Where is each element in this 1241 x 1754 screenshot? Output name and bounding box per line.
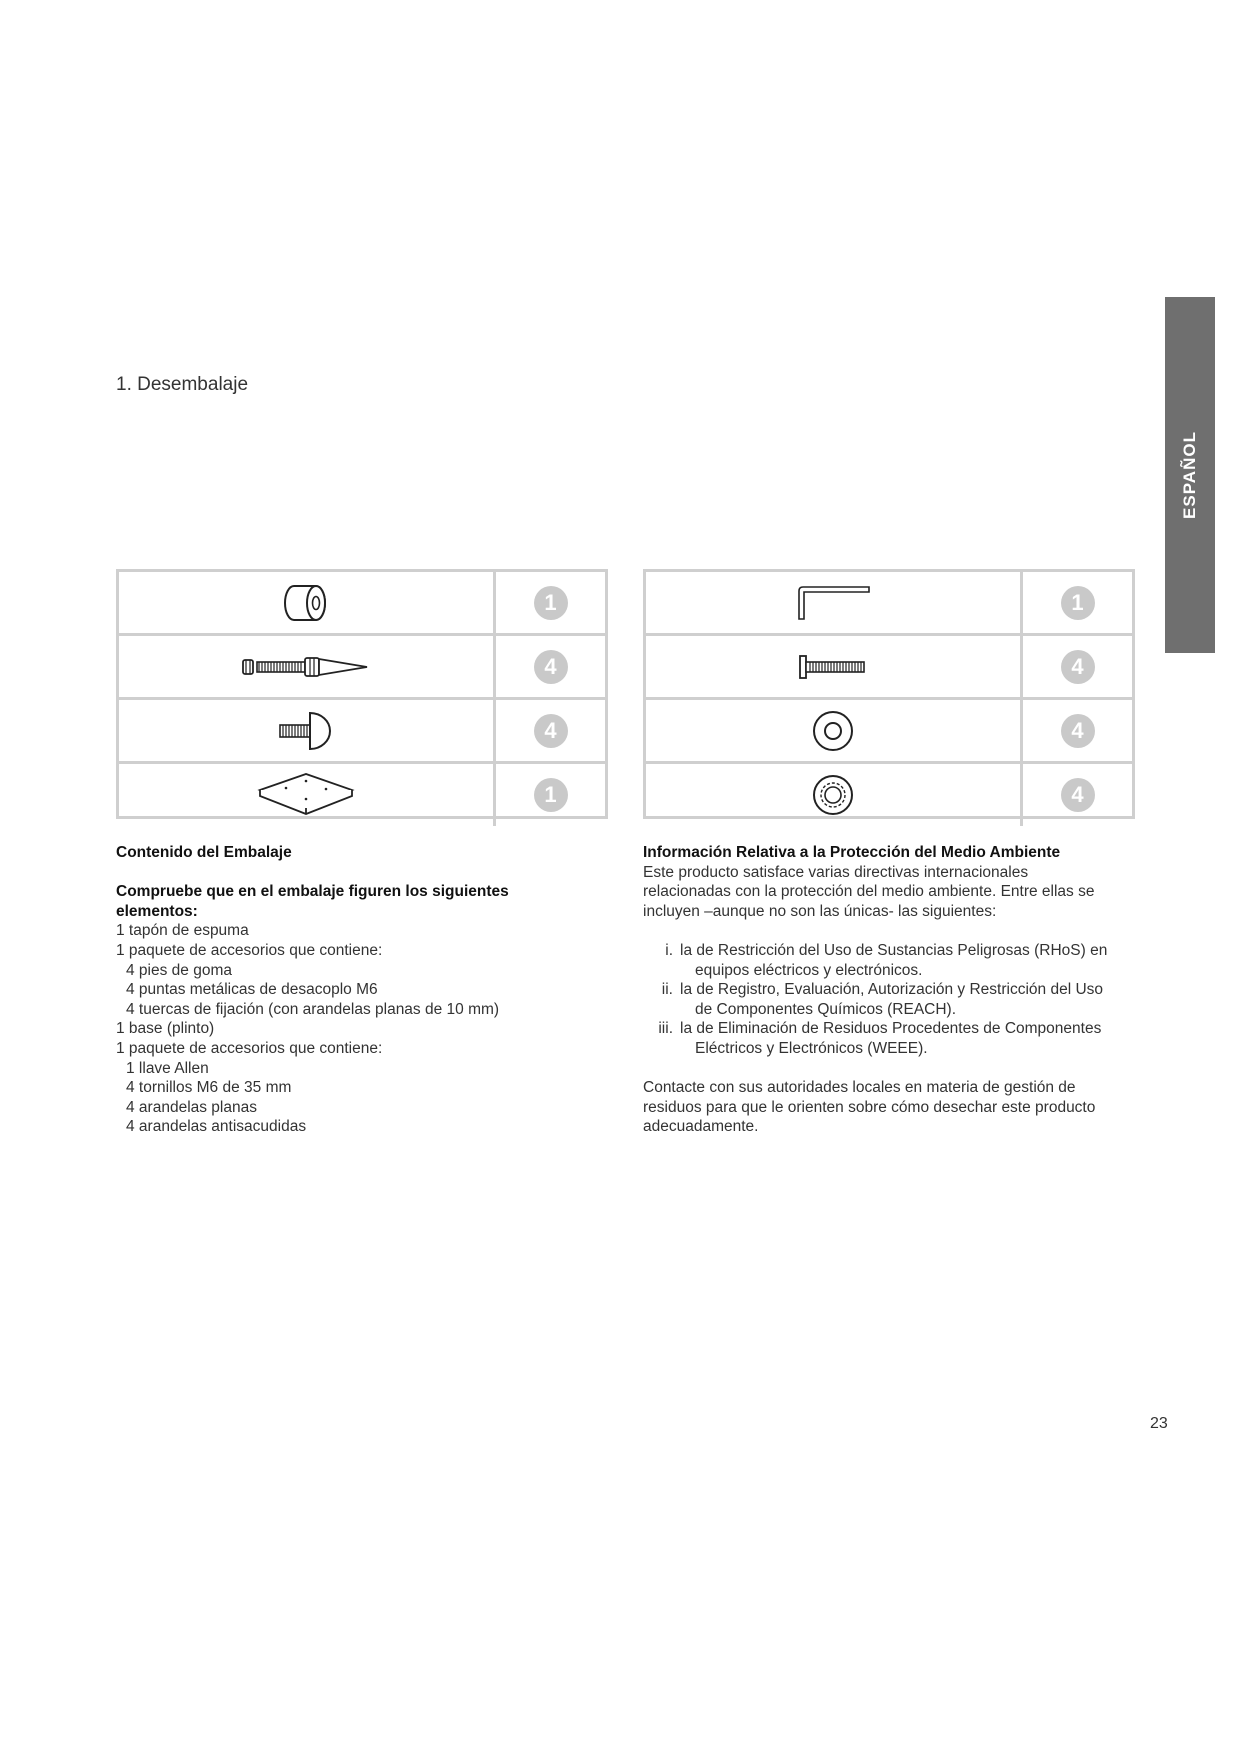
- contents-item: 4 arandelas planas: [126, 1098, 257, 1116]
- environment-closing-line: adecuadamente.: [643, 1118, 759, 1136]
- directive-text: la de Restricción del Uso de Sustancias Peligrosas (RHoS) en: [680, 941, 1108, 959]
- directive-number: iii.: [658, 1020, 673, 1038]
- part-qty-cell: [496, 700, 605, 761]
- quantity-badge: 4: [534, 650, 568, 684]
- environment-intro-line: incluyen –aunque no son las únicas- las siguientes:: [643, 902, 997, 920]
- quantity-badge: 4: [1061, 650, 1095, 684]
- part-icon-cell: [646, 572, 1023, 633]
- rubber-foot-icon: [276, 709, 336, 753]
- contents-item: 4 tuercas de fijación (con arandelas planas de 10 mm): [126, 1000, 500, 1018]
- allen-key-icon: [793, 583, 873, 623]
- directive-text: la de Eliminación de Residuos Procedentes de Componentes: [680, 1020, 1102, 1038]
- quantity-badge: 1: [534, 586, 568, 620]
- part-icon-cell: [646, 700, 1023, 761]
- directive-item: [643, 941, 1123, 980]
- contents-item: 4 pies de goma: [126, 961, 232, 979]
- directive-number: i.: [665, 941, 673, 959]
- contents-item: 4 tornillos M6 de 35 mm: [126, 1079, 292, 1097]
- quantity-badge: 1: [534, 778, 568, 812]
- base-plate-icon: [256, 770, 356, 820]
- quantity-badge: 4: [1061, 778, 1095, 812]
- bolt-icon: [798, 652, 868, 682]
- language-tab: [1165, 297, 1215, 653]
- part-row: [646, 572, 1132, 636]
- part-qty-cell: [1023, 572, 1132, 633]
- part-qty-cell: [1023, 636, 1132, 697]
- contents-subheading: Compruebe que en el embalaje figuren los siguientes elementos:: [116, 883, 509, 920]
- parts-table-left: [116, 569, 608, 819]
- part-icon-cell: [119, 700, 496, 761]
- directive-text: la de Registro, Evaluación, Autorización y Restricción del Uso: [680, 981, 1104, 999]
- environment-intro-line: Este producto satisface varias directivas internacionales: [643, 863, 1029, 881]
- contents-item: 1 tapón de espuma: [116, 922, 249, 940]
- environment-section: [643, 843, 1123, 1137]
- environment-closing-line: Contacte con sus autoridades locales en materia de gestión de: [643, 1079, 1076, 1097]
- directive-number: ii.: [661, 981, 673, 999]
- part-qty-cell: [496, 572, 605, 633]
- part-qty-cell: [1023, 764, 1132, 826]
- contents-item: 4 puntas metálicas de desacoplo M6: [126, 981, 378, 999]
- part-qty-cell: [496, 764, 605, 826]
- contents-item: 1 llave Allen: [126, 1059, 209, 1077]
- quantity-badge: 4: [1061, 714, 1095, 748]
- part-row: [646, 764, 1132, 826]
- part-icon-cell: [646, 764, 1023, 826]
- part-row: [646, 700, 1132, 764]
- spike-assembly-icon: [241, 652, 371, 682]
- part-qty-cell: [1023, 700, 1132, 761]
- directive-item: [643, 1019, 1123, 1058]
- environment-intro-line: relacionadas con la protección del medio ambiente. Entre ellas se: [643, 883, 1095, 901]
- directive-text: de Componentes Químicos (REACH).: [695, 1000, 957, 1018]
- package-contents-section: [116, 843, 586, 1137]
- directive-item: [643, 980, 1123, 1019]
- part-qty-cell: [496, 636, 605, 697]
- contents-item: 1 base (plinto): [116, 1020, 215, 1038]
- part-row: [119, 572, 605, 636]
- part-icon-cell: [119, 764, 496, 826]
- part-icon-cell: [119, 572, 496, 633]
- quantity-badge: 4: [534, 714, 568, 748]
- contents-item: 1 paquete de accesorios que contiene:: [116, 1039, 383, 1057]
- contents-item: 4 arandelas antisacudidas: [126, 1118, 307, 1136]
- part-icon-cell: [646, 636, 1023, 697]
- parts-table-right: [643, 569, 1135, 819]
- part-row: [646, 636, 1132, 700]
- environment-closing-line: residuos para que le orienten sobre cómo desechar este producto: [643, 1098, 1096, 1116]
- part-row: [119, 636, 605, 700]
- page-number: 23: [1150, 1415, 1168, 1432]
- environment-heading: Información Relativa a la Protección del Medio Ambiente: [643, 844, 1061, 861]
- foam-plug-icon: [276, 581, 336, 625]
- language-tab-label: ESPAÑOL: [1180, 431, 1199, 519]
- quantity-badge: 1: [1061, 586, 1095, 620]
- part-row: [119, 764, 605, 826]
- contents-item: 1 paquete de accesorios que contiene:: [116, 941, 383, 959]
- part-row: [119, 700, 605, 764]
- flat-washer-icon: [811, 709, 855, 753]
- part-icon-cell: [119, 636, 496, 697]
- directive-text: equipos eléctricos y electrónicos.: [695, 961, 923, 979]
- lock-washer-icon: [811, 773, 855, 817]
- directive-text: Eléctricos y Electrónicos (WEEE).: [695, 1039, 928, 1057]
- section-title: 1. Desembalaje: [116, 374, 249, 395]
- contents-heading: Contenido del Embalaje: [116, 844, 292, 861]
